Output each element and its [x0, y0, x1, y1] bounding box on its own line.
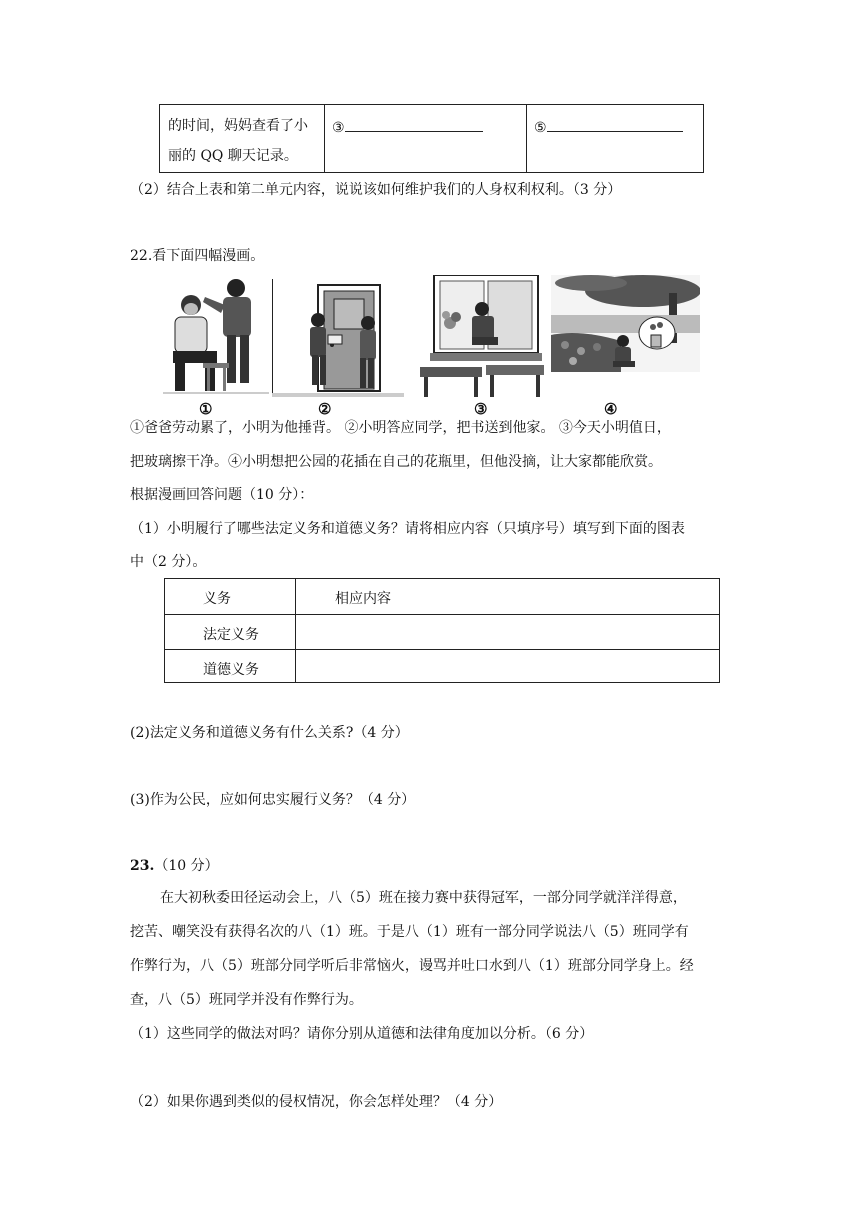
question-23-points: （10 分） [154, 858, 219, 874]
answer-marker-5: ⑤ [534, 120, 547, 136]
case-description-line-2: 丽的 QQ 聊天记录。 [168, 148, 298, 164]
comic-panel-4 [551, 275, 700, 372]
question-23-part-2: （2）如果你遇到类似的侵权情况，你会怎样处理？（4 分） [130, 1094, 503, 1110]
case-table-description-cell [160, 105, 325, 172]
question-21-part-2: （2）结合上表和第二单元内容，说说该如何维护我们的人身权利权利。（3 分） [130, 182, 622, 198]
question-22-instruction: 根据漫画回答问题（10 分）： [130, 487, 314, 503]
question-23-number: 23. [130, 858, 155, 874]
question-23-paragraph-line-1: 在大初秋委田径运动会上，八（5）班在接力赛中获得冠军，一部分同学就洋洋得意， [160, 890, 687, 906]
duty-table-row-moral [165, 649, 719, 684]
case-table-answer-cell-5[interactable] [527, 105, 703, 172]
comic-label-2: ② [318, 400, 332, 418]
question-22-part-1-line-1: （1）小明履行了哪些法定义务和道德义务？请将相应内容（只填序号）填写到下面的图表 [130, 521, 685, 537]
question-23-heading [130, 856, 219, 876]
case-description-line-1: 的时间，妈妈查看了小 [168, 118, 308, 134]
answer-blank-5[interactable] [547, 117, 683, 132]
duty-header-type: 义务 [203, 591, 231, 607]
question-22-title: 22.看下面四幅漫画。 [130, 248, 265, 264]
comic-description-line-1: ①爸爸劳动累了，小明为他捶背。 ②小明答应同学，把书送到他家。 ③今天小明值日， [130, 420, 671, 436]
comic-label-4: ④ [604, 400, 618, 418]
case-table-answer-cell-3[interactable] [325, 105, 527, 172]
question-22-part-1-line-2: 中（2 分）。 [130, 554, 207, 570]
comic-label-3: ③ [474, 400, 488, 418]
duty-answer-legal[interactable] [296, 619, 719, 643]
question-23-part-1: （1）这些同学的做法对吗？请你分别从道德和法律角度加以分析。（6 分） [130, 1026, 594, 1042]
duty-table [164, 578, 720, 683]
comic-panel-1 [163, 275, 269, 397]
duty-label-legal: 法定义务 [203, 627, 259, 643]
answer-marker-3: ③ [332, 120, 345, 136]
case-table [159, 104, 704, 173]
question-22-part-3: (3)作为公民，应如何忠实履行义务？（4 分） [130, 792, 416, 808]
answer-blank-3[interactable] [345, 117, 483, 132]
duty-table-header-row [165, 579, 719, 614]
comic-panel-2 [272, 275, 404, 397]
comic-description-line-2: 把玻璃擦干净。④小明想把公园的花插在自己的花瓶里，但他没摘，让大家都能欣赏。 [130, 454, 662, 470]
duty-answer-moral[interactable] [296, 654, 719, 678]
question-23-paragraph-line-4: 查，八（5）班同学并没有作弊行为。 [130, 992, 363, 1008]
question-23-paragraph-line-3: 作弊行为，八（5）班部分同学听后非常恼火，谩骂并吐口水到八（1）班部分同学身上。经 [130, 958, 694, 974]
duty-header-content: 相应内容 [335, 591, 391, 607]
comic-panel-3 [420, 275, 545, 397]
question-22-part-2: (2)法定义务和道德义务有什么关系?（4 分） [130, 725, 409, 741]
question-23-paragraph-line-2: 挖苦、嘲笑没有获得名次的八（1）班。于是八（1）班有一部分同学说法八（5）班同学有 [130, 924, 689, 940]
duty-table-row-legal [165, 614, 719, 649]
duty-label-moral: 道德义务 [203, 662, 259, 678]
comic-label-1: ① [199, 400, 213, 418]
